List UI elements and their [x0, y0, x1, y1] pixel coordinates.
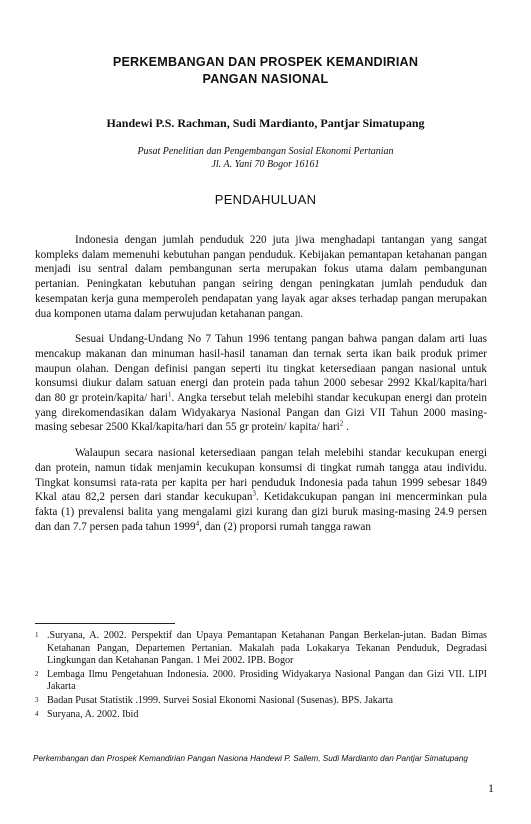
footnote-number: 1	[35, 631, 39, 639]
footnote-text: .Suryana, A. 2002. Perspektif dan Upaya Pemantapan Ketahanan Pangan Berkelan-jutan. Badan Bimas Ketahanan Pangan, Departemen Pertanian. Makalah pada Lokakarya Tekanan Penduduk, Degradasi Lingkungan dan Ketahanan Pangan. 1 Mei 2002. IPB. Bogor	[47, 630, 487, 667]
paragraph-3	[35, 446, 487, 534]
page-number: 1	[488, 781, 494, 795]
footnote-text: Lembaga Ilmu Pengetahuan Indonesia. 2000. Prosiding Widyakarya Nasional Pangan dan Gizi VII. LIPI Jakarta	[47, 668, 487, 693]
affiliation-line-2: Jl. A. Yani 70 Bogor 16161	[211, 159, 320, 170]
footnote-number: 4	[35, 709, 39, 718]
body-text	[35, 233, 487, 545]
author-list: Handewi P.S. Rachman, Sudi Mardianto, Pantjar Simatupang	[106, 116, 425, 130]
title-line-1: PERKEMBANGAN DAN PROSPEK KEMANDIRIAN	[112, 55, 419, 69]
paragraph-3-part-b: . Ketidakcukupan pangan ini mencerminkan pula fakta (1) prevalensi balita yang mengalami gizi kurang dan gizi buruk masing-masing 24.9 persen dan dan 7.7 persen pada tahun 1999	[35, 491, 487, 533]
footnote	[35, 669, 487, 694]
footnote	[35, 695, 487, 708]
footnote	[35, 709, 487, 722]
footnote-number: 3	[35, 695, 39, 704]
footnote-ref-1: 1	[168, 390, 172, 399]
footnotes	[35, 630, 487, 722]
affiliation-line-1: Pusat Penelitian dan Pengembangan Sosial Ekonomi Pertanian	[137, 146, 394, 157]
paragraph-2-part-b: . Angka tersebut telah melebihi standar kecukupan energi dan protein yang direkomendasikan dalam Widyakarya Nasional Pangan dan Gizi VII Tahun 2000 masing-masing sebesar 2500 Kkal/kapita/hari dan 55 gr protein/ kapita/ hari	[35, 392, 487, 434]
paragraph-1: Indonesia dengan jumlah penduduk 220 juta jiwa menghadapi tantangan yang sangat kompleks dalam memenuhi kebutuhan pangan penduduk. Kebijakan pemantapan ketahanan pangan menjadi isu sentral dalam pembangunan serta merupakan fokus utama dalam pembangunan pertanian. Peningkatan kebutuhan pangan seiring dengan peningkatan jumlah penduduk dan kesempatan kerja guna memperoleh pendapatan yang layak agar akses terhadap pangan merupakan dua komponen utama dalam perwujudan ketahanan pangan.	[35, 234, 487, 320]
footnote-text: Suryana, A. 2002. Ibid	[47, 708, 139, 720]
paragraph-3-part-a: Walaupun secara nasional ketersediaan pangan telah melebihi standar kecukupan energi dan protein, namun tidak menjamin kecukupan konsumsi di tingkat rumah tangga atau individu. Tingkat konsumsi rata-rata per kapita per hari penduduk Indonesia pada tahun 1999 sebesar 1849 Kkal atau 82,2 persen dari standar kecukupan	[35, 447, 487, 504]
footnote-separator	[35, 623, 175, 624]
footnote-text: Badan Pusat Statistik .1999. Survei Sosial Ekonomi Nasional (Susenas). BPS. Jakarta	[47, 694, 393, 706]
paragraph-2-part-a: Sesuai Undang-Undang No 7 Tahun 1996 tentang pangan bahwa pangan dalam arti luas mencakup makanan dan minuman hasil-hasil tanaman dan ternak serta ikan baik produk primer maupun olahan. Dengan definisi pangan seperti itu tingkat ketersediaan pangan nasional untuk konsumsi diukur dalam satuan energi dan protein pada tahun 2000 sebesar 2992 Kkal/kapita/hari dan 80 gr protein/kapita/ hari	[35, 333, 487, 405]
section-heading: PENDAHULUAN	[214, 192, 317, 207]
paragraph-3-part-c: , dan (2) proporsi rumah tangga rawan	[199, 520, 371, 533]
running-footer: Perkembangan dan Prospek Kemandirian Pangan Nasiona Handewi P. Sallem, Sudi Mardianto dan Pantjar Simatupang	[33, 754, 468, 763]
paragraph-2	[35, 332, 487, 435]
paper-title	[30, 54, 501, 88]
footnote-ref-3: 3	[252, 489, 256, 498]
paragraph-2-part-c: .	[343, 421, 349, 434]
footnote-ref-2: 2	[339, 419, 344, 428]
title-line-2: PANGAN NASIONAL	[202, 72, 329, 86]
footnote-number: 2	[35, 669, 39, 678]
affiliation	[30, 145, 501, 171]
footnote-ref-4: 4	[195, 518, 200, 527]
footnote	[35, 630, 487, 668]
